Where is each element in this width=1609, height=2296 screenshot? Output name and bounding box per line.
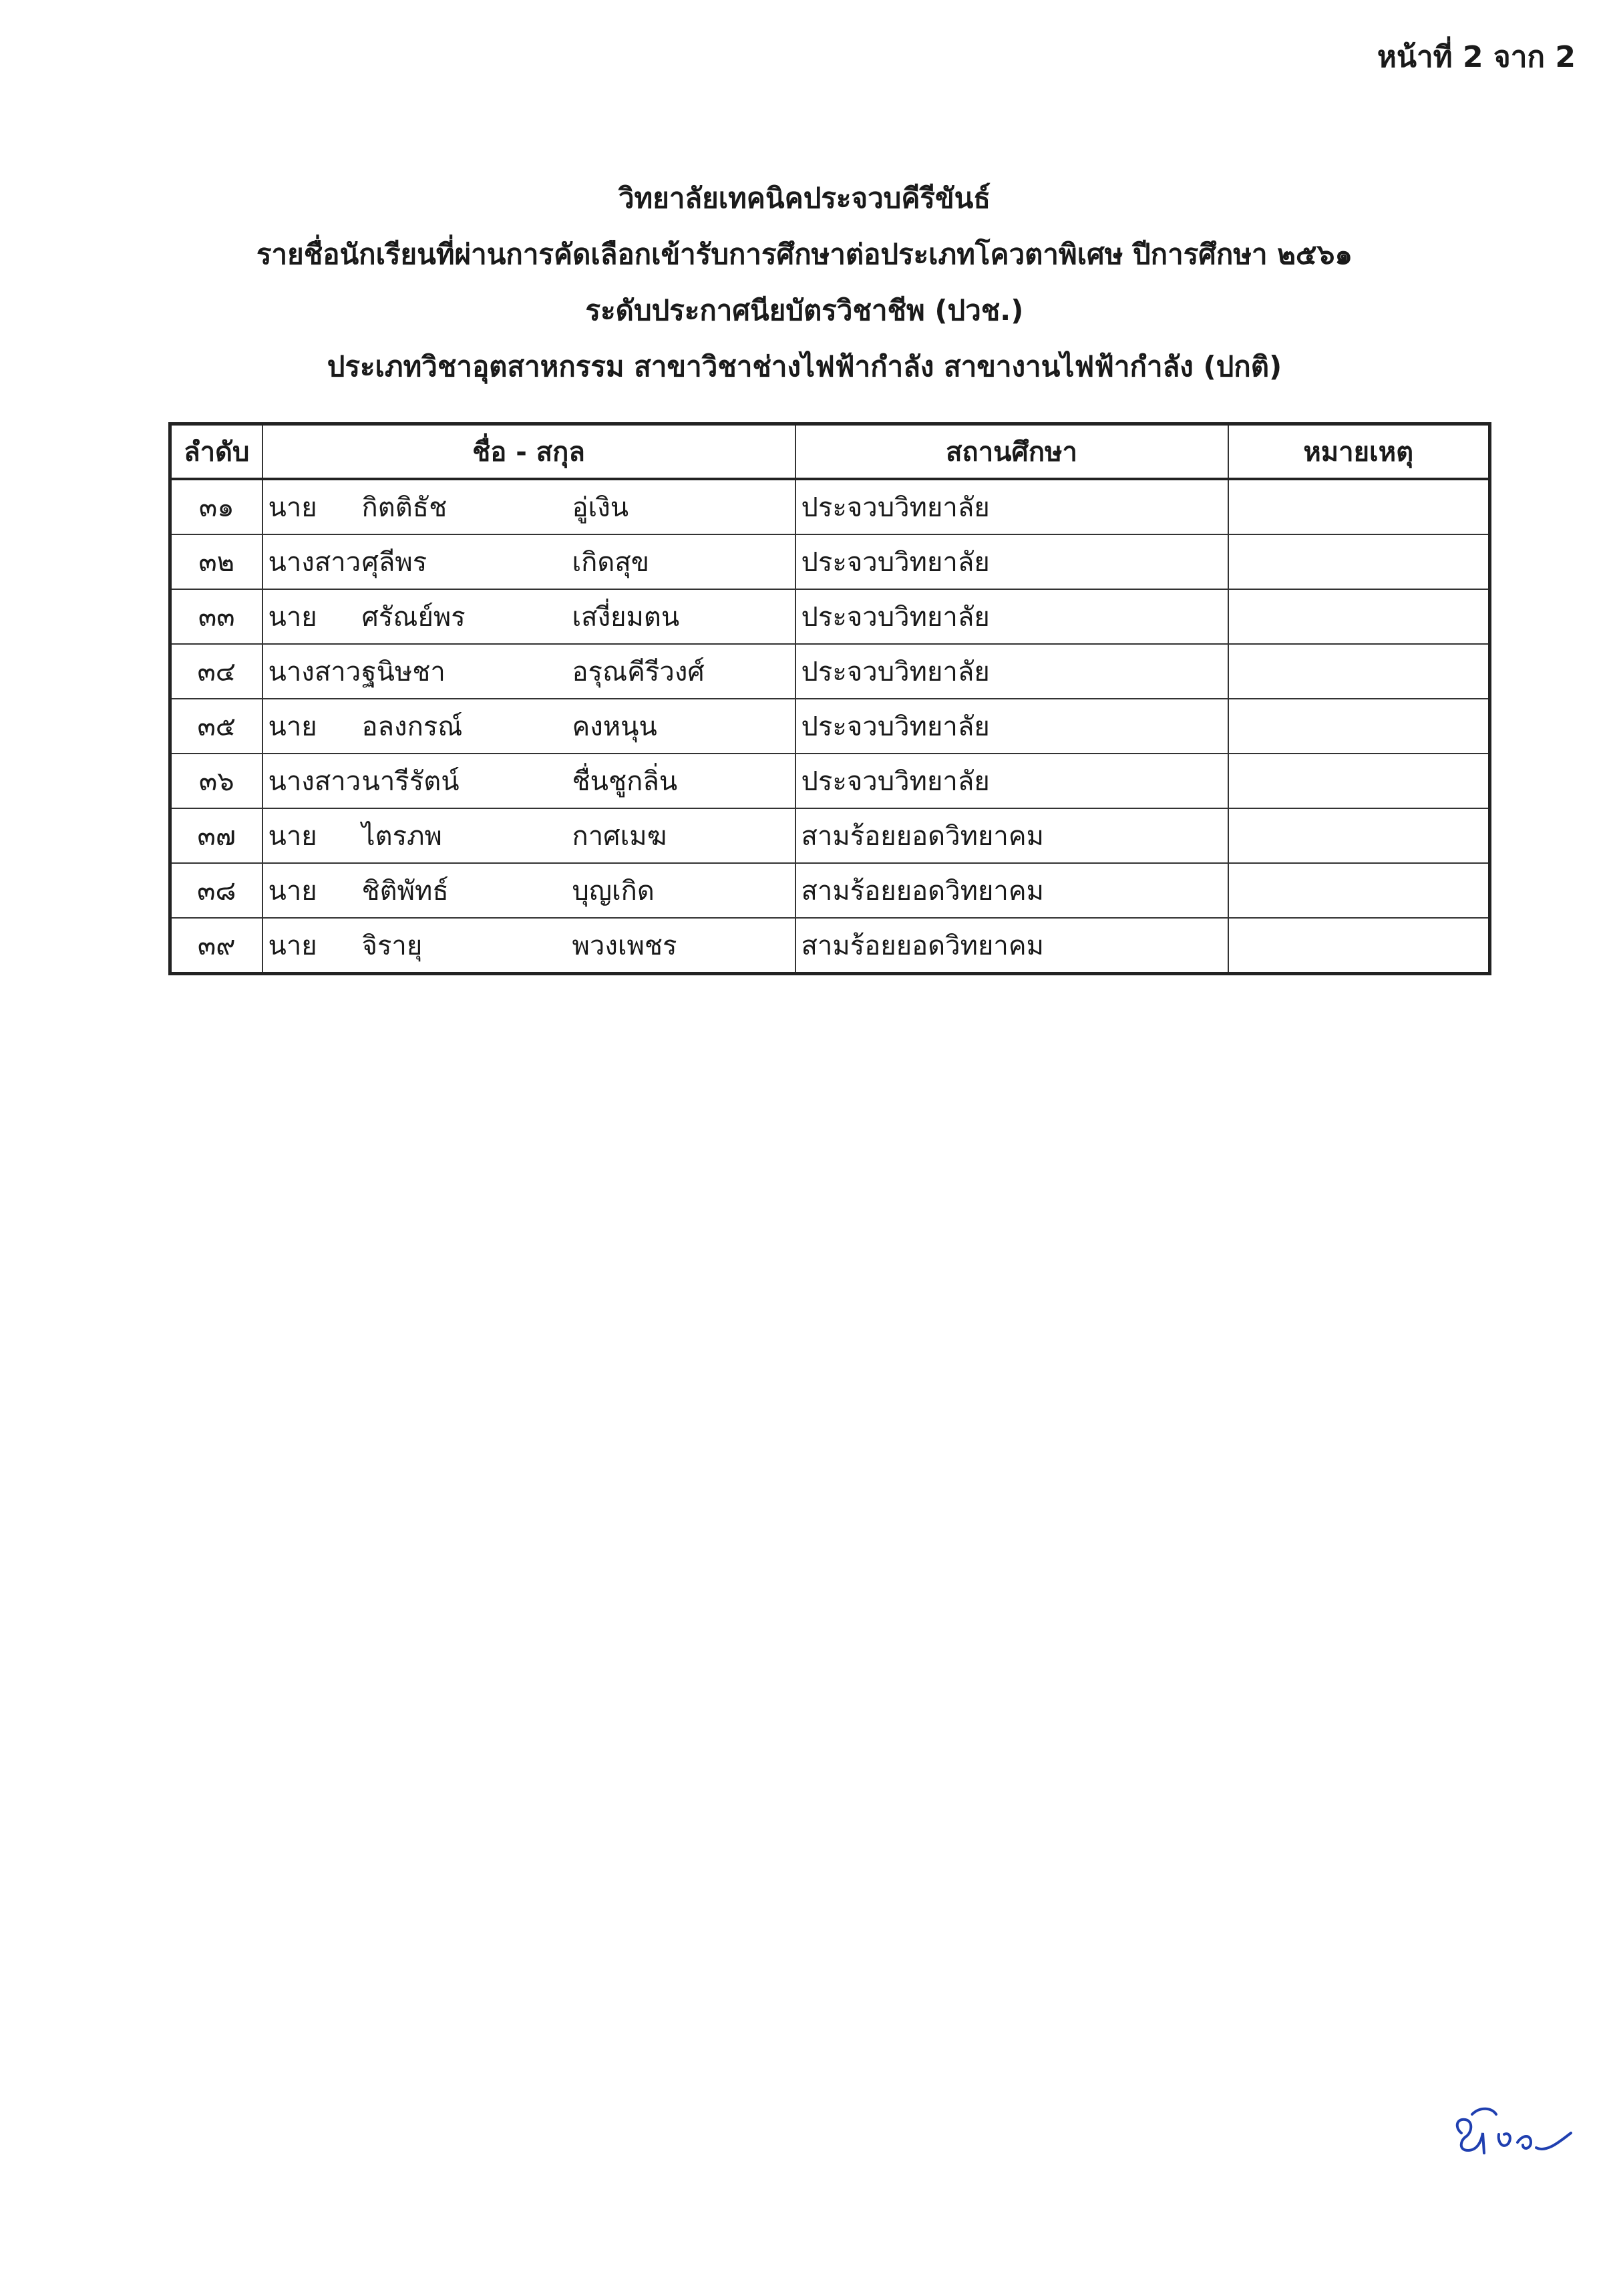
- first-name: ศรัณย์พร: [361, 602, 466, 633]
- name-title: นาย: [268, 821, 317, 852]
- col-header-number: ลำดับ: [170, 424, 262, 480]
- name-title: นาย: [268, 711, 317, 742]
- table-row: [170, 863, 1490, 918]
- table-row: [170, 754, 1490, 808]
- last-name: ชื่นชูกลิ่น: [572, 766, 678, 797]
- student-name-cell: [262, 808, 795, 863]
- school-cell: สามร้อยยอดวิทยาคม: [795, 808, 1228, 863]
- college-name: วิทยาลัยเทคนิคประจวบคีรีขันธ์: [618, 182, 991, 214]
- first-name: ศุลีพร: [361, 547, 427, 578]
- table-row: [170, 534, 1490, 589]
- note-cell: [1228, 644, 1490, 699]
- first-name: ฐนิษชา: [361, 657, 445, 687]
- school-cell: ประจวบวิทยาลัย: [795, 699, 1228, 754]
- first-name: ไตรภพ: [361, 821, 442, 852]
- note-cell: [1228, 699, 1490, 754]
- last-name: อรุณคีรีวงศ์: [572, 657, 705, 687]
- col-header-name: ชื่อ - สกุล: [262, 424, 795, 480]
- col-header-note: หมายเหตุ: [1228, 424, 1490, 480]
- name-title: นางสาว: [268, 766, 361, 797]
- note-cell: [1228, 863, 1490, 918]
- first-name: นารีรัตน์: [361, 766, 460, 797]
- row-number: ๓๙: [170, 918, 262, 974]
- last-name: คงหนุน: [572, 711, 657, 742]
- student-name-cell: [262, 644, 795, 699]
- last-name: เกิดสุข: [572, 547, 650, 578]
- first-name: อลงกรณ์: [361, 711, 463, 742]
- note-cell: [1228, 808, 1490, 863]
- document-header: [0, 170, 1609, 395]
- student-name-cell: [262, 479, 795, 534]
- page-number: หน้าที่ 2 จาก 2: [1377, 40, 1576, 74]
- last-name: พวงเพชร: [572, 931, 677, 961]
- student-name-cell: [262, 699, 795, 754]
- row-number: ๓๔: [170, 644, 262, 699]
- table-row: [170, 699, 1490, 754]
- student-name-cell: [262, 534, 795, 589]
- row-number: ๓๖: [170, 754, 262, 808]
- school-cell: ประจวบวิทยาลัย: [795, 589, 1228, 644]
- note-cell: [1228, 534, 1490, 589]
- school-cell: ประจวบวิทยาลัย: [795, 479, 1228, 534]
- note-cell: [1228, 589, 1490, 644]
- table-row: [170, 808, 1490, 863]
- first-name: ชิติพัทธ์: [361, 876, 449, 907]
- student-name-cell: [262, 589, 795, 644]
- row-number: ๓๑: [170, 479, 262, 534]
- table-header-row: [170, 424, 1490, 480]
- student-name-cell: [262, 918, 795, 974]
- table-row: [170, 918, 1490, 974]
- name-title: นาย: [268, 931, 317, 961]
- table-row: [170, 479, 1490, 534]
- note-cell: [1228, 754, 1490, 808]
- name-title: นาย: [268, 602, 317, 633]
- table-row: [170, 644, 1490, 699]
- row-number: ๓๘: [170, 863, 262, 918]
- col-header-school: สถานศึกษา: [795, 424, 1228, 480]
- table-body: [170, 479, 1490, 974]
- row-number: ๓๒: [170, 534, 262, 589]
- school-cell: ประจวบวิทยาลัย: [795, 534, 1228, 589]
- row-number: ๓๗: [170, 808, 262, 863]
- row-number: ๓๕: [170, 699, 262, 754]
- name-title: นาย: [268, 876, 317, 907]
- student-name-cell: [262, 863, 795, 918]
- first-name: กิตติธัช: [361, 492, 448, 523]
- document-title: รายชื่อนักเรียนที่ผ่านการคัดเลือกเข้ารับการศึกษาต่อประเภทโควตาพิเศษ ปีการศึกษา ๒๕๖๑: [256, 238, 1353, 271]
- first-name: จิรายุ: [361, 931, 423, 961]
- note-cell: [1228, 918, 1490, 974]
- program-line: ประเภทวิชาอุตสาหกรรม สาขาวิชาช่างไฟฟ้ากำลัง สาขางานไฟฟ้ากำลัง (ปกติ): [327, 350, 1282, 383]
- name-title: นางสาว: [268, 547, 361, 578]
- signature: [1443, 2094, 1576, 2170]
- school-cell: ประจวบวิทยาลัย: [795, 644, 1228, 699]
- last-name: เสงี่ยมตน: [572, 602, 680, 633]
- student-table: [168, 422, 1491, 975]
- student-name-cell: [262, 754, 795, 808]
- certificate-level: ระดับประกาศนียบัตรวิชาชีพ (ปวช.): [585, 294, 1024, 327]
- note-cell: [1228, 479, 1490, 534]
- school-cell: สามร้อยยอดวิทยาคม: [795, 863, 1228, 918]
- school-cell: ประจวบวิทยาลัย: [795, 754, 1228, 808]
- school-cell: สามร้อยยอดวิทยาคม: [795, 918, 1228, 974]
- name-title: นาย: [268, 492, 317, 523]
- table-row: [170, 589, 1490, 644]
- last-name: บุญเกิด: [572, 876, 655, 907]
- row-number: ๓๓: [170, 589, 262, 644]
- signature-scribble: [1443, 2094, 1576, 2168]
- last-name: อู่เงิน: [572, 492, 629, 523]
- last-name: กาศเมฆ: [572, 821, 667, 852]
- name-title: นางสาว: [268, 657, 361, 687]
